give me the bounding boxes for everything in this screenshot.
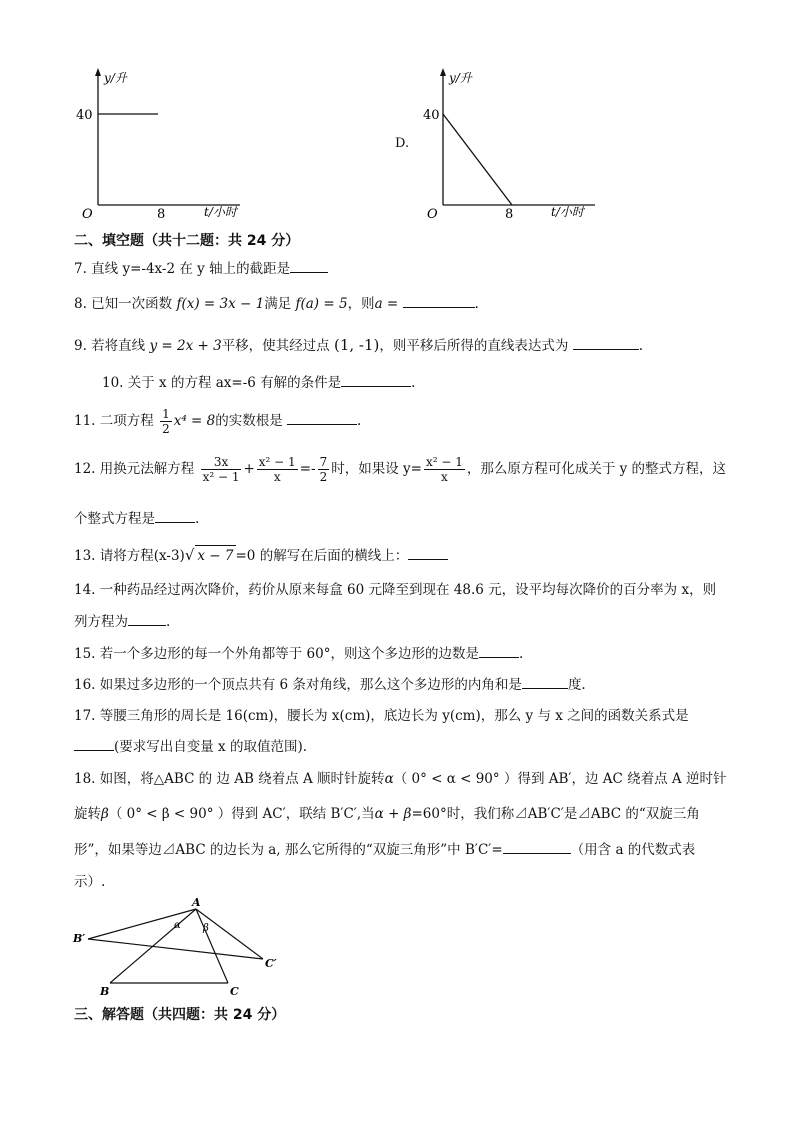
q16-answer-blank[interactable] [522,674,568,689]
q14-line1: 14. 一种药品经过两次降价，药价从原来每盒 60 元降至到现在 48.6 元，设平均每次降价的百分率为 x，则 [74,582,717,598]
question-13: 13. 请将方程(x-3)√ x − 7 =0 的解写在后面的横线上： [74,545,448,566]
question-17 [74,706,689,726]
q8-a-eq: a = [374,296,399,312]
q11-text-a: 11. 二项方程 [74,413,154,429]
x-tick-label: 8 [505,207,514,222]
q7-answer-blank[interactable] [290,258,328,273]
q11-answer-blank[interactable] [287,410,357,425]
q12-line2: 个整式方程是 [74,511,155,527]
question-8 [74,293,479,314]
segment-a-b [110,909,196,983]
q15-text: 15. 若一个多边形的每一个外角都等于 60°，则这个多边形的边数是 [74,646,479,662]
q12-f2-num: x² − 1 [258,455,296,469]
q18-alpha: α [384,771,394,787]
q12-eq-neg: =- [299,461,316,477]
x-axis-label: t/小时 [204,205,237,219]
q8-text-b: 满足 [264,296,292,312]
q16-end: 度. [567,677,586,693]
q9-text-b: 平移，使其经过点 [221,338,330,354]
option-d-label: D. [395,136,410,151]
question-14-line-2 [74,611,170,632]
question-17-line-2 [74,736,307,757]
q8-answer-blank[interactable] [403,293,475,308]
q12-f1-den: x² − 1 [202,470,240,484]
q9-text-a: 9. 若将直线 [74,338,146,354]
q18-alpha-plus-beta: α + β [374,806,412,822]
q12-answer-blank[interactable] [155,508,195,523]
q12-f3-num: 7 [319,455,328,469]
q18-line4: 示）. [74,874,106,890]
q18-line3a: 形”，如果等边⊿ABC 的边长为 a, 那么它所得的“双旋三角形”中 B′C′= [74,842,503,858]
q8-fa: f(a) = 5 [295,296,348,312]
q9-end: . [638,338,643,354]
q14-end: . [166,614,171,630]
q12-frac-y [424,455,465,484]
q17-line2: (要求写出自变量 x 的取值范围). [114,739,308,755]
q11-text-b: 的实数根是 [215,413,283,429]
q13-answer-blank[interactable] [408,545,448,560]
origin-label: O [427,207,438,222]
graph-d [415,60,615,225]
q12-f1-num: 3x [201,455,242,470]
q12-frac-3 [318,455,330,484]
question-15 [74,643,523,664]
y-axis-label: y/升 [104,71,127,85]
label-b-prime: B′ [73,932,86,945]
question-12: 12. 用换元法解方程 $\frac{3x}{\text{x² − 1}}$ + $\frac{\text{x² − 1}}{x}$ =- $\frac{7}{2}$ 时，如果设 y= $\frac{\text{x² − 1}}{x}$ ，那么原方程可化成关于 y 的整式方程，这 [74,455,727,484]
origin-label: O [82,207,93,222]
q10-answer-blank[interactable] [341,372,411,387]
y-axis-label: y/升 [449,71,472,85]
q18-line1a: 18. 如图，将△ABC 的 边 AB 绕着点 A 顺时针旋转 [74,771,385,787]
graph-c [70,60,260,225]
q18-beta: β [101,806,109,822]
q12-frac-2 [257,455,298,484]
label-c: C [230,985,239,998]
q18-answer-blank[interactable] [503,839,571,854]
q9-point: (1, -1) [333,336,380,354]
q12-f2-den: x [273,470,281,484]
q18-line2c: =60°时，我们称⊿AB′C′是⊿ABC 的“双旋三角 [411,806,700,822]
q14-answer-blank[interactable] [128,611,166,626]
question-18-line-4 [74,872,105,892]
figure-18 [70,895,290,1000]
q17-line1: 17. 等腰三角形的周长是 16(cm)，腰长为 x(cm)，底边长为 y(cm)，那么 y 与 x 之间的函数关系式是 [74,708,689,724]
q10-end: . [411,375,416,391]
q8-end: . [474,296,479,312]
q13-text-a: 13. 请将方程(x-3) [74,548,185,564]
section-3-title: 三、解答题（共四题：共 24 分） [74,1007,286,1023]
segment-b-prime-c-prime [88,939,263,959]
section-2-title: 二、填空题（共十二题：共 24 分） [74,233,300,249]
q11-fraction [160,407,172,436]
question-9 [74,335,643,356]
q11-frac-den: 2 [162,422,170,436]
q12-y-num: x² − 1 [425,455,463,469]
y-tick-label: 40 [423,108,440,123]
label-c-prime: C′ [265,957,277,970]
q11-frac-num: 1 [162,407,170,421]
q8-text-a: 8. 已知一次函数 [74,296,173,312]
q12-frac-1 [201,455,242,484]
question-18 [74,769,726,789]
question-12-line-2 [74,508,199,529]
q12-text-b: 时，如果设 y= [331,461,422,477]
q12-text-a: 12. 用换元法解方程 [74,461,195,477]
question-7 [74,258,328,279]
y-tick-label: 40 [76,108,93,123]
q11-end: . [357,413,362,429]
q10-text: 10. 关于 x 的方程 ax=-6 有解的条件是 [102,375,342,391]
x-tick-label: 8 [157,207,166,222]
q15-end: . [518,646,524,662]
q15-answer-blank[interactable] [479,643,519,658]
q9-text-c: ，则平移后所得的直线表达式为 [379,338,569,354]
q7-text: 7. 直线 y=-4x-2 在 y 轴上的截距是 [74,261,291,277]
q16-text: 16. 如果过多边形的一个顶点共有 6 条对角线，那么这个多边形的内角和是 [74,677,522,693]
question-18-line-2 [74,804,700,824]
q18-line1b: （ 0° < α < 90° ）得到 AB′，边 AC 绕着点 A 逆时针 [393,771,727,787]
y-axis-arrow-icon [95,68,101,76]
question-18-line-3 [74,839,695,860]
graph-d-segment [443,114,512,205]
q12-end: . [195,511,200,527]
q8-text-c: ，则 [347,296,375,312]
question-11 [74,404,361,438]
q11-x4: x⁴ = 8 [173,413,216,429]
q13-text-b: =0 的解写在后面的横线上： [235,548,409,564]
q18-line2a: 旋转 [74,806,101,822]
q18-line3b: （用含 a 的代数式表 [570,842,696,858]
q12-y-den: x [441,470,448,484]
question-14 [74,580,716,600]
q13-sqrt: x − 7 [195,545,235,566]
q17-answer-blank[interactable] [74,736,114,751]
label-alpha: α [174,920,181,931]
segment-a-c [196,909,228,983]
q9-line: y = 2x + 3 [149,338,222,354]
label-a: A [192,896,201,909]
question-16 [74,674,586,695]
q9-answer-blank[interactable] [573,335,639,350]
x-axis-label: t/小时 [551,205,584,219]
question-10 [102,372,415,393]
q18-line2b: （ 0° < β < 90° ）得到 AC′，联结 B′C′,当 [108,806,375,822]
y-axis-arrow-icon [440,68,446,76]
label-b: B [100,985,110,998]
label-beta: β [203,923,209,934]
q14-line2: 列方程为 [74,614,128,630]
q8-fx: f(x) = 3x − 1 [176,296,265,312]
q12-text-c: ，那么原方程可化成关于 y 的整式方程，这 [466,461,727,477]
segment-a-c-prime [196,909,263,959]
q12-f3-den: 2 [319,470,328,484]
